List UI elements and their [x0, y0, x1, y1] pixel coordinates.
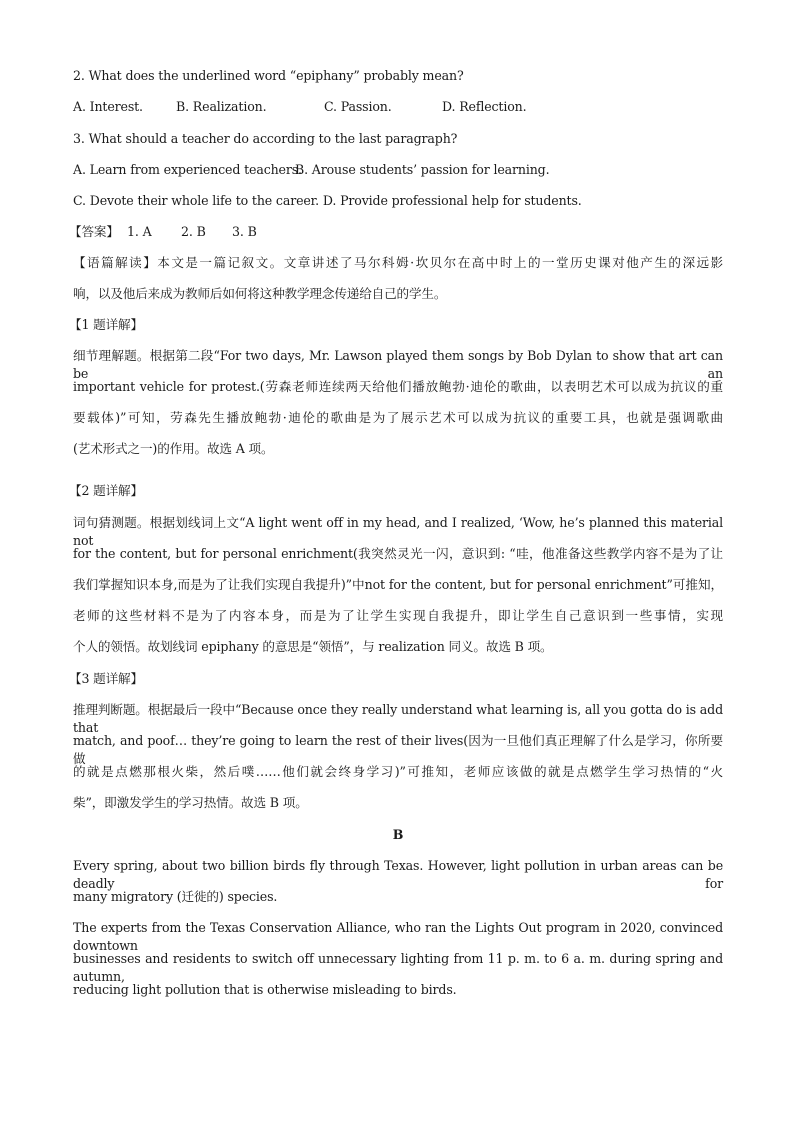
question-3: 3. What should a teacher do according to the last paragraph? [73, 131, 458, 146]
detail-2-line-2: for the content, but for personal enrichment(我突然灵光一闪，意识到: “哇，他准备这些教学内容不是为了让 [73, 546, 723, 561]
question-2-options [73, 98, 723, 116]
answer-key [69, 223, 723, 241]
q2-option-c: C. Passion. [324, 99, 392, 114]
question-3-options-row2: C. Devote their whole life to the career. D. Provide professional help for students. [73, 193, 582, 208]
detail-3-line-2: match, and poof… they’re going to learn the rest of their lives(因为一旦他们真正理解了什么是学习，你所要做 [73, 733, 723, 766]
detail-1-line-3: 要载体)”可知，劳森先生播放鲍勃·迪伦的歌曲是为了展示艺术可以成为抗议的重要工具，也就是强调歌曲 [73, 410, 723, 425]
q2-option-b: B. Realization. [176, 99, 267, 114]
detail-1-heading: 【1 题详解】 [69, 317, 143, 332]
answer-2: 2. B [181, 224, 206, 239]
passage-b-title: B [392, 827, 404, 842]
summary-line-1: 【语篇解读】本文是一篇记叙文。文章讲述了马尔科姆·坎贝尔在高中时上的一堂历史课对他产生的深远影 [73, 255, 723, 270]
detail-2-heading: 【2 题详解】 [69, 483, 143, 498]
detail-3-heading: 【3 题详解】 [69, 671, 143, 686]
detail-2-line-5: 个人的领悟。故划线词 epiphany 的意思是“领悟”，与 realization 同义。故选 B 项。 [73, 639, 553, 654]
q2-option-d: D. Reflection. [442, 99, 527, 114]
detail-1-line-2: important vehicle for protest.(劳森老师连续两天给他们播放鲍勃·迪伦的歌曲，以表明艺术可以成为抗议的重 [73, 379, 723, 394]
q2-option-a: A. Interest. [73, 99, 143, 114]
passage-b-para1-line-1: Every spring, about two billion birds fly through Texas. However, light pollution in urban areas can be deadly for [73, 858, 723, 891]
passage-b-para2-line-3: reducing light pollution that is otherwise misleading to birds. [73, 982, 457, 997]
detail-3-line-4: 柴”，即激发学生的学习热情。故选 B 项。 [73, 795, 308, 810]
detail-2-line-4: 老师的这些材料不是为了内容本身，而是为了让学生实现自我提升，即让学生自己意识到一些事情，实现 [73, 608, 723, 623]
detail-1-line-1: 细节理解题。根据第二段“For two days, Mr. Lawson played them songs by Bob Dylan to show that art can be an [73, 348, 723, 381]
q3-option-a: A. Learn from experienced teachers. [73, 162, 302, 177]
passage-b-para1-line-2: many migratory (迁徙的) species. [73, 889, 278, 904]
q3-option-b: B. Arouse students’ passion for learning. [295, 162, 550, 177]
detail-1-line-4: (艺术形式之一)的作用。故选 A 项。 [73, 441, 274, 456]
answer-3: 3. B [232, 224, 257, 239]
passage-b-para2-line-1: The experts from the Texas Conservation Alliance, who ran the Lights Out program in 2020, convinced downtown [73, 920, 723, 953]
detail-2-line-1: 词句猜测题。根据划线词上文“A light went off in my head, and I realized, ‘Wow, he’s planned this material not [73, 515, 723, 548]
passage-b-para2-line-2: businesses and residents to switch off unnecessary lighting from 11 p. m. to 6 a. m. during spring and autumn, [73, 951, 723, 984]
question-2: 2. What does the underlined word “epiphany” probably mean? [73, 68, 464, 83]
summary-line-2: 响，以及他后来成为教师后如何将这种教学理念传递给自己的学生。 [73, 286, 447, 301]
answer-1: 1. A [127, 224, 152, 239]
detail-3-line-1: 推理判断题。根据最后一段中“Because once they really understand what learning is, all you gotta do is add that [73, 702, 723, 735]
answer-label: 【答案】 [69, 224, 119, 239]
question-3-options-row1 [73, 161, 723, 179]
detail-2-line-3: 我们掌握知识本身,而是为了让我们实现自我提升)”中not for the content, but for personal enrichment”可推知， [73, 577, 723, 592]
detail-3-line-3: 的就是点燃那根火柴，然后噗……他们就会终身学习)”可推知，老师应该做的就是点燃学生学习热情的“火 [73, 764, 723, 779]
